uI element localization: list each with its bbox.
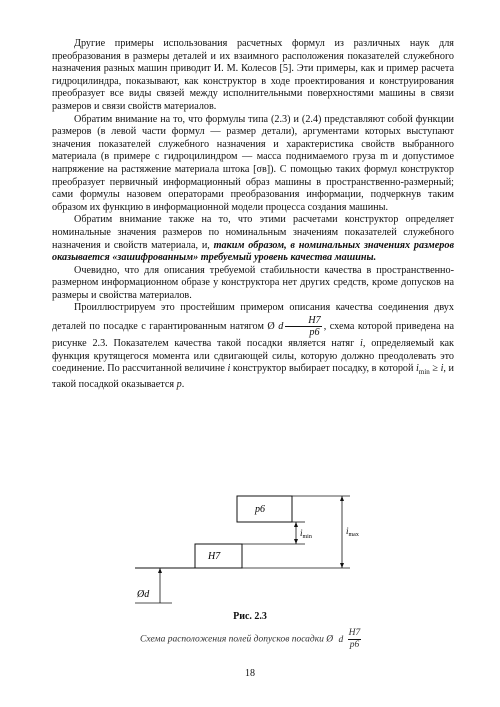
p6-label: p6 <box>255 504 265 515</box>
paragraph-2: Обратим внимание на то, что формулы типа (2.3) и (2.4) представляют собой функции размеров (в левой части формул — размер детали), аргументами которых выступают значения показателей служебного назначения и характеристика свойств выбранного материала (в примере с гидроцилиндром — масса поднимаемого груза m и допустимое напряжение на растяжение материала штока [σв]). С помощью таких формул конструктор преобразует первичный информационный образ машины в пространственно-размерный; сами формулы назовем операторами преобразования информации, подчеркнув таким образом их функцию в информационной модели процесса создания машины. <box>52 113 454 213</box>
paragraph-3: Обратим внимание также на то, что этими расчетами конструктор определяет номинальные значения размеров по номинальным значениям показателей служебного назначения и свойств материала, и, таким образом, в номинальных значениях размеров оказывается «зашифрованным» требуемый уровень качества машины. <box>52 214 454 264</box>
fit-fraction: $\frac{H7}{p6}$ <box>285 315 321 338</box>
h7-label: H7 <box>208 551 221 562</box>
caption-fraction: $\frac{H7}{p6}$ <box>348 628 361 650</box>
paragraph-5: Проиллюстрируем это простейшим примером описания качества соединения двух деталей по посадке с гарантированным натягом Ø d $\frac{H7}{p6}$ , схема которой приведена на рисунке 2.3. Показателем качества такой посадки является натяг i, определяемый как функция крутящегося момента или сдвигающей силы, которую должно преодолевать это соединение. По рассчитанной величине i конструктор выбирает посадку, в которой $i_{min} \ge i$, и такой посадкой оказывается p. <box>52 302 454 390</box>
figure-caption: Схема расположения полей допусков посадки Ø d $\frac{H7}{p6}$ <box>140 628 361 650</box>
figure-title: Рис. 2.3 <box>233 611 267 622</box>
paragraph-4: Очевидно, что для описания требуемой стабильности качества в пространственно-размерном информационном образе у конструктора нет других средств, кроме допусков на размеры и свойства материалов. <box>52 264 454 301</box>
emphasis-text: таким образом, в номинальных значениях размеров оказывается «зашифрованным» требуемый уровень качества машины. <box>52 239 454 264</box>
paragraph-1: Другие примеры использования расчетных формул из различных наук для преобразования в размеры деталей и их взаимного расположения показателей служебного назначения разных машин приводит И. М. Колесов [5]. Эти примеры, как и пример расчета гидроцилиндра, показывают, как конструктор в ходе проектирования и конструирования преобразует все виды связей между исполнительными поверхностями машины в связи размеров и связи свойств материалов. <box>52 38 454 112</box>
diameter-label: Ød <box>137 589 150 600</box>
imax-label: $i_{max}$ <box>346 526 359 538</box>
imin-label: $i_{min}$ <box>300 528 312 540</box>
page-number: 18 <box>245 668 255 679</box>
